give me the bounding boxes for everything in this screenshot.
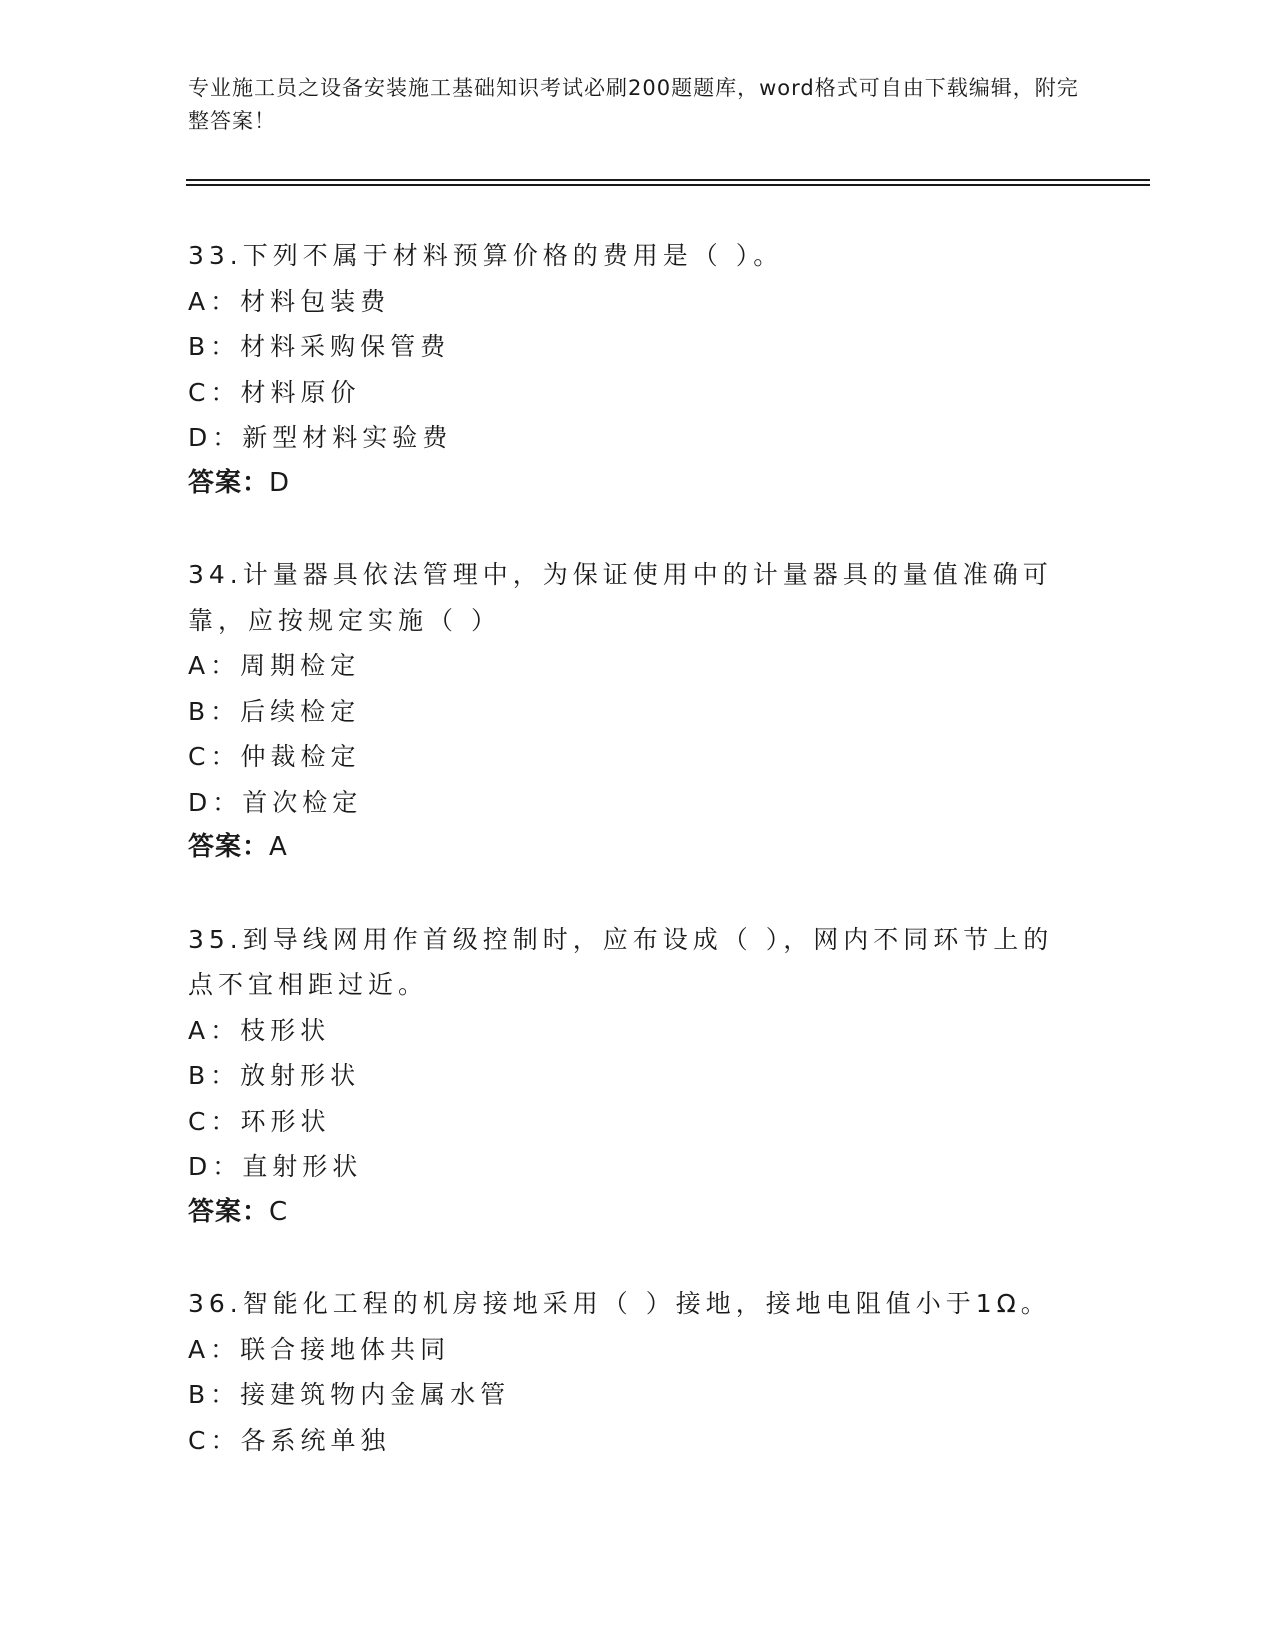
answer-value: C: [269, 1196, 289, 1227]
question-36: [188, 1281, 1068, 1463]
document-header: 专业施工员之设备安装施工基础知识考试必刷200题题库，word格式可自由下载编辑，附完整答案！: [188, 76, 1079, 133]
answer-value: D: [269, 467, 291, 498]
option-c: C：材料原价: [188, 377, 361, 407]
header-divider-bottom: [186, 184, 1150, 186]
option-b: B：后续检定: [188, 696, 361, 726]
question-35: [188, 917, 1068, 1236]
option-d: D：新型材料实验费: [188, 423, 453, 452]
header-divider-top: [186, 179, 1150, 181]
question-stem: 33.下列不属于材料预算价格的费用是（ ）。: [188, 241, 784, 270]
option-c: C：各系统单独: [188, 1425, 391, 1455]
option-a: A：联合接地体共同: [188, 1334, 451, 1364]
question-33: [188, 233, 1068, 506]
option-b: B：接建筑物内金属水管: [188, 1380, 511, 1409]
answer-line: [188, 825, 1068, 871]
option-b: B：放射形状: [188, 1061, 361, 1090]
answer-label: 答案：: [188, 832, 270, 862]
option-c: C：环形状: [188, 1106, 331, 1136]
question-stem: 34.计量器具依法管理中，为保证使用中的计量器具的量值准确可靠，应按规定实施（ ）: [188, 560, 1053, 635]
answer-label: 答案：: [188, 1196, 270, 1227]
answer-value: A: [269, 832, 288, 862]
option-a: A：周期检定: [188, 651, 361, 680]
option-d: D：直射形状: [188, 1152, 363, 1181]
question-stem: 35.到导线网用作首级控制时，应布设成（ ），网内不同环节上的点不宜相距过近。: [188, 924, 1054, 999]
option-b: B：材料采购保管费: [188, 332, 451, 361]
question-list: [188, 233, 1068, 1509]
option-a: A：枝形状: [188, 1015, 331, 1045]
option-c: C：仲裁检定: [188, 742, 361, 771]
question-stem: 36.智能化工程的机房接地采用（ ）接地，接地电阻值小于1Ω。: [188, 1289, 1051, 1318]
option-a: A：材料包装费: [188, 286, 391, 316]
answer-line: [188, 461, 1068, 507]
answer-label: 答案：: [188, 467, 270, 498]
question-34: [188, 552, 1068, 871]
option-d: D：首次检定: [188, 787, 363, 817]
answer-line: [188, 1190, 1068, 1236]
